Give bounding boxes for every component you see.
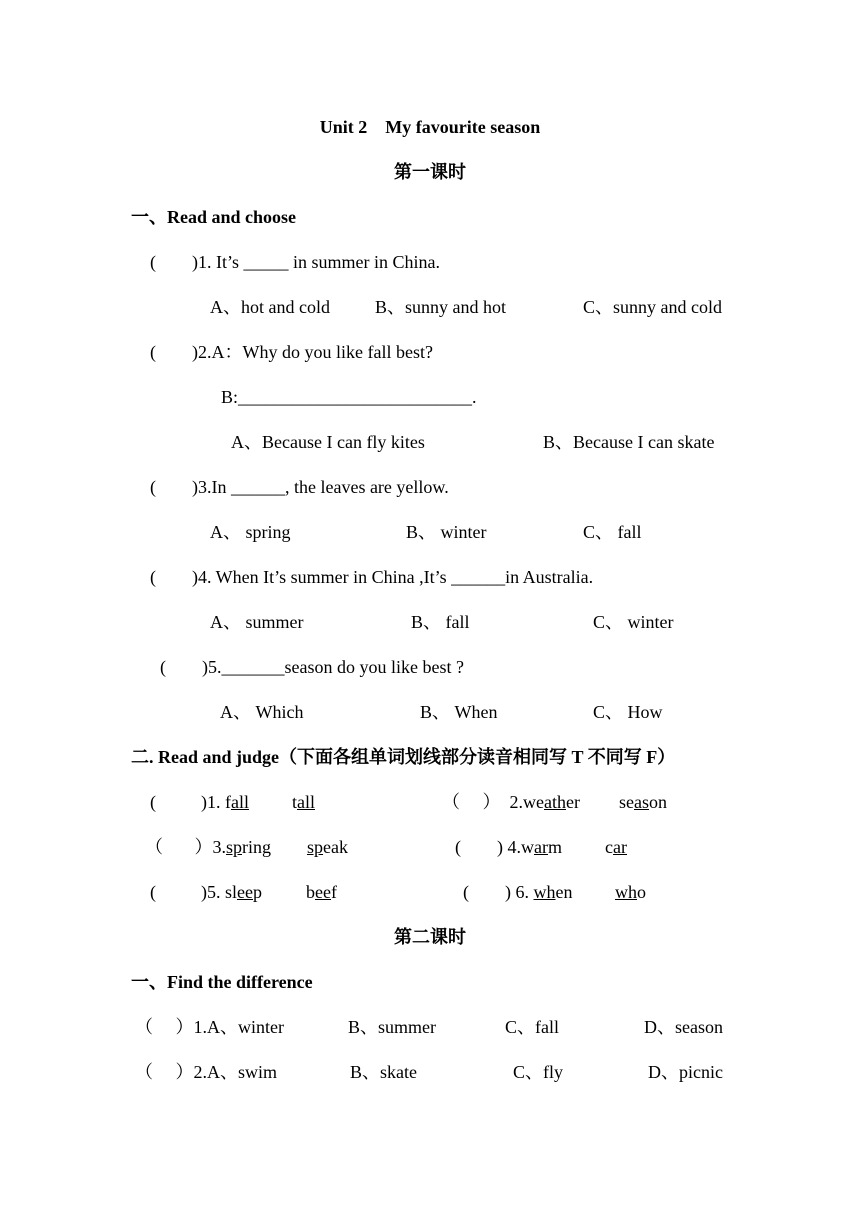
- judge-word-1-start: f: [225, 792, 231, 812]
- judge-word-1-underlined: sp: [226, 837, 243, 857]
- judge-word-1-end: er: [566, 792, 580, 812]
- judge-word-1-underlined: wh: [533, 882, 556, 902]
- question-1-option-a: A、hot and cold: [210, 297, 330, 317]
- difference-row-2-option-c: C、fly: [513, 1062, 564, 1082]
- question-5-option-a: A、 Which: [220, 702, 304, 722]
- judge-word-2-underlined: sp: [307, 837, 324, 857]
- judge-item-5: [150, 881, 262, 903]
- judge-word-2-end: f: [330, 882, 337, 902]
- judge-item-prefix: ( ) 4.w: [455, 837, 534, 857]
- question-3-stem: ( )3.In ______, the leaves are yellow.: [150, 477, 449, 497]
- judge-item-3: [145, 836, 271, 858]
- question-1-stem: ( )1. It’s _____ in summer in China.: [150, 252, 440, 272]
- judge-item-5-word-2: [306, 881, 337, 903]
- judge-item-1-word-2: [292, 791, 315, 813]
- judge-item-3-word-2: [307, 836, 348, 858]
- judge-item-prefix: （ ） 2.: [442, 792, 523, 812]
- difference-row-1-option-c: C、fall: [505, 1017, 559, 1037]
- judge-word-2-end: o: [637, 882, 646, 902]
- question-2-answer-blank: B:__________________________.: [221, 387, 477, 407]
- judge-word-2-end: on: [649, 792, 667, 812]
- judge-word-1-end: p: [252, 882, 262, 902]
- judge-item-4-word-2: [605, 836, 627, 858]
- judge-word-2-underlined: ee: [315, 882, 331, 902]
- judge-word-1-underlined: ar: [534, 837, 548, 857]
- question-2-option-a: A、Because I can fly kites: [231, 432, 425, 452]
- page-title: Unit 2 My favourite season: [319, 117, 541, 137]
- difference-row-2-option-b: B、skate: [350, 1062, 417, 1082]
- judge-item-6: [463, 881, 573, 903]
- judge-word-1-end: en: [555, 882, 573, 902]
- judge-word-2-underlined: as: [634, 792, 649, 812]
- judge-word-1-end: ring: [242, 837, 272, 857]
- difference-row-2-option-d: D、picnic: [648, 1062, 723, 1082]
- judge-word-2-start: t: [292, 792, 298, 812]
- judge-word-2-underlined: wh: [615, 882, 637, 902]
- question-4-stem: ( )4. When It’s summer in China ,It’s ______in Australia.: [150, 567, 594, 587]
- question-3-option-c: C、 fall: [583, 522, 642, 542]
- judge-item-2-word-2: [619, 791, 667, 813]
- difference-row-1-option-d: D、season: [644, 1017, 723, 1037]
- judge-word-2-start: c: [605, 837, 613, 857]
- judge-word-1-underlined: ee: [237, 882, 253, 902]
- judge-word-1-underlined: ath: [544, 792, 566, 812]
- judge-word-1-start: we: [523, 792, 544, 812]
- judge-item-6-word-2: [615, 881, 646, 903]
- question-1-option-c: C、sunny and cold: [583, 297, 722, 317]
- judge-item-prefix: （ ）3.: [145, 837, 226, 857]
- difference-row-2-prefix: （ ）2.A、swim: [135, 1062, 278, 1082]
- judge-word-2-underlined: all: [297, 792, 316, 812]
- question-2-stem: ( )2.A：Why do you like fall best?: [150, 342, 433, 362]
- judge-item-4: [455, 836, 562, 858]
- judge-word-2-underlined: ar: [613, 837, 627, 857]
- judge-word-2-start: b: [306, 882, 315, 902]
- question-5-option-c: C、 How: [593, 702, 663, 722]
- judge-word-2-end: eak: [323, 837, 348, 857]
- question-3-option-b: B、 winter: [406, 522, 487, 542]
- judge-item-prefix: ( )1.: [150, 792, 225, 812]
- judge-word-1-underlined: all: [231, 792, 249, 812]
- judge-word-2-start: se: [619, 792, 634, 812]
- question-5-option-b: B、 When: [420, 702, 498, 722]
- section-find-the-difference-heading: 一、Find the difference: [131, 972, 313, 992]
- question-4-option-a: A、 summer: [210, 612, 304, 632]
- difference-row-1-option-b: B、summer: [348, 1017, 436, 1037]
- judge-item-prefix: ( ) 6.: [463, 882, 534, 902]
- section-read-and-choose-heading: 一、Read and choose: [131, 207, 297, 227]
- question-2-option-b: B、Because I can skate: [543, 432, 715, 452]
- difference-row-1-prefix: （ ）1.A、winter: [135, 1017, 284, 1037]
- lesson-2-heading: 第二课时: [394, 927, 466, 947]
- question-4-option-c: C、 winter: [593, 612, 674, 632]
- judge-item-prefix: ( )5. sl: [150, 882, 237, 902]
- question-5-stem: ( )5._______season do you like best ?: [160, 657, 464, 677]
- lesson-1-heading: 第一课时: [394, 162, 466, 182]
- judge-word-1-end: m: [547, 837, 562, 857]
- section-read-and-judge-heading: 二. Read and judge（下面各组单词划线部分读音相同写 T 不同写 F）: [131, 747, 676, 767]
- question-4-option-b: B、 fall: [411, 612, 470, 632]
- question-3-option-a: A、 spring: [210, 522, 291, 542]
- judge-item-1: [150, 791, 249, 813]
- question-1-option-b: B、sunny and hot: [375, 297, 507, 317]
- judge-item-2: [442, 791, 580, 813]
